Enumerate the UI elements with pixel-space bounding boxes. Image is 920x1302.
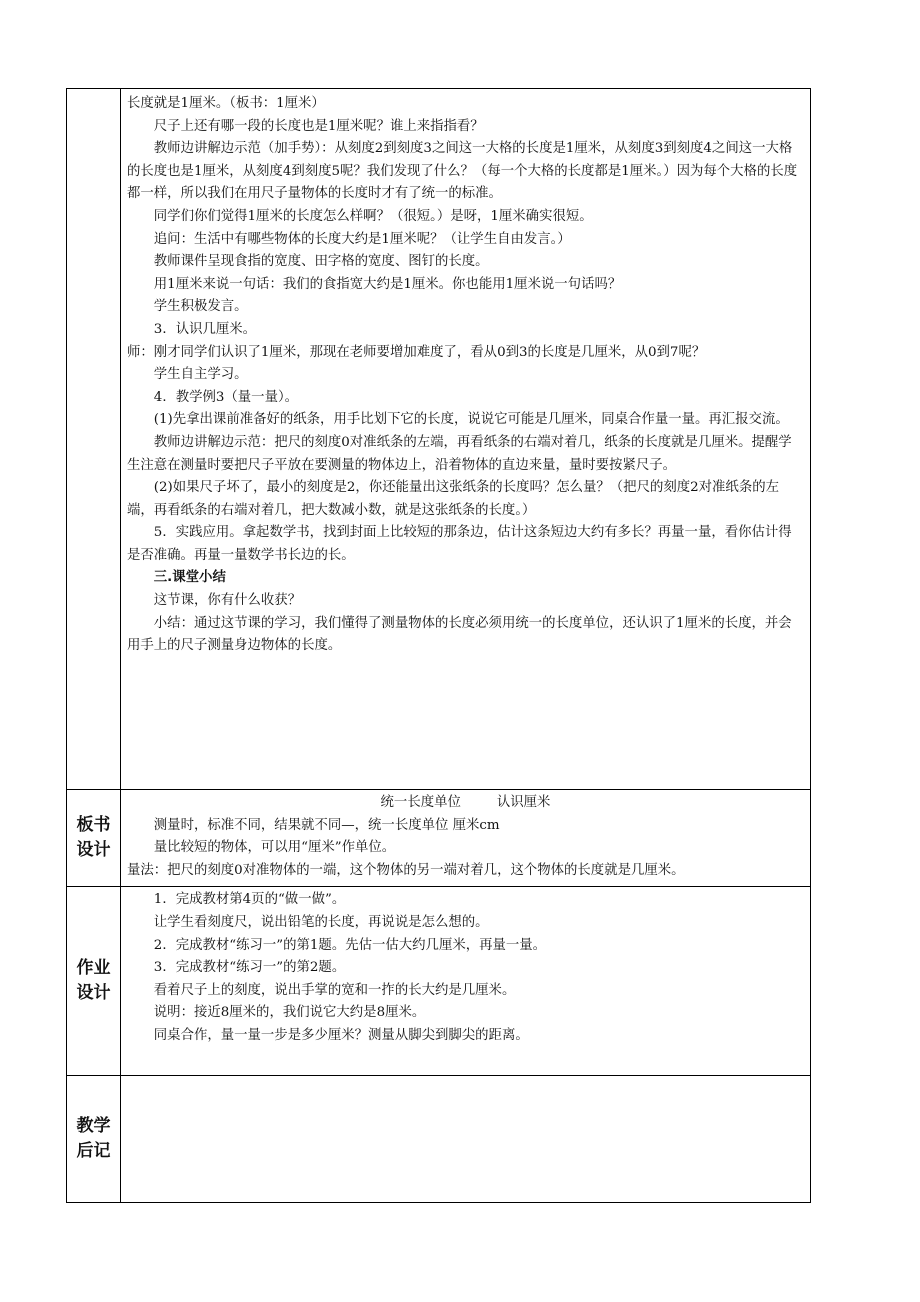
row-teaching-process (67, 89, 811, 790)
process-line: 这节课，你有什么收获？ (153, 593, 302, 609)
process-line: 学生自主学习。 (153, 367, 248, 383)
process-line: (1)先拿出课前准备好的纸条，用手比划下它的长度，说说它可能是几厘米，同桌合作量一量。再汇报交流。 (153, 412, 789, 428)
homework-line: 让学生看刻度尺，说出铅笔的长度，再说说是怎么想的。 (153, 914, 489, 930)
process-line: 学生积极发言。 (153, 299, 248, 315)
process-content-cell (121, 89, 811, 790)
row-teaching-reflection (67, 1076, 811, 1203)
board-content-cell (121, 790, 811, 887)
homework-line: 1．完成教材第4页的“做一做”。 (153, 892, 346, 908)
process-line: 教师课件呈现食指的宽度、田字格的宽度、图钉的长度。 (153, 254, 489, 270)
reflection-label-cell (67, 1076, 121, 1203)
process-line: 师：刚才同学们认识了1厘米，那现在老师要增加难度了，看从0到3的长度是几厘米，从0到7呢？ (127, 344, 706, 360)
board-title (127, 792, 804, 815)
process-line: 教师边讲解边示范（加手势）：从刻度2到刻度3之间这一大格的长度是1厘米，从刻度3到刻度4之间这一大格的长度也是1厘米，从刻度4到刻度5呢？我们发现了什么？（每一个大格的长度都是1厘米。）因为每个大格的长度都一样，所以我们在用尺子量物体的长度时才有了统一的标准。 (127, 141, 798, 202)
board-line: 测量时，标准不同，结果就不同—，统一长度单位 厘米cm (153, 817, 500, 833)
homework-line: 说明：接近8厘米的，我们说它大约是8厘米。 (153, 1005, 426, 1021)
homework-label-cell (67, 887, 121, 1076)
homework-line: 3．完成教材“练习一”的第2题。 (153, 960, 346, 976)
process-line: 用1厘米来说一句话：我们的食指宽大约是1厘米。你也能用1厘米说一句话吗？ (153, 276, 622, 292)
reflection-content-cell (121, 1076, 811, 1203)
process-line: 尺子上还有哪一段的长度也是1厘米呢？谁上来指指看？ (153, 118, 484, 134)
board-line: 量法：把尺的刻度0对准物体的一端，这个物体的另一端对着几，这个物体的长度就是几厘米。 (127, 862, 685, 878)
board-label: 板书 设计 (76, 815, 111, 861)
process-label-cell (67, 89, 121, 790)
homework-line: 同桌合作，量一量一步是多少厘米？测量从脚尖到脚尖的距离。 (153, 1027, 529, 1043)
process-line: 3．认识几厘米。 (153, 321, 257, 337)
homework-content-cell (121, 887, 811, 1076)
process-line: 同学们你们觉得1厘米的长度怎么样啊？（很短。）是呀，1厘米确实很短。 (153, 208, 593, 224)
homework-content (121, 887, 810, 1051)
homework-line: 看着尺子上的刻度，说出手掌的宽和一拃的长大约是几厘米。 (153, 982, 516, 998)
process-line: 长度就是1厘米。（板书：1厘米） (127, 96, 325, 111)
row-homework-design (67, 887, 811, 1076)
row-board-design (67, 790, 811, 887)
homework-line: 2．完成教材“练习一”的第1题。先估一估大约几厘米，再量一量。 (153, 937, 547, 953)
board-content (121, 790, 810, 886)
board-title-left: 统一长度单位 (380, 795, 461, 810)
process-line: 教师边讲解边示范：把尺的刻度0对准纸条的左端，再看纸条的右端对着几，纸条的长度就是几厘米。提醒学生注意在测量时要把尺子平放在要测量的物体边上，沿着物体的直边来量，量时要按紧尺子。 (127, 434, 792, 473)
process-line: 4．教学例3（量一量）。 (153, 389, 299, 405)
board-title-right: 认识厘米 (496, 795, 551, 810)
homework-label: 作业 设计 (76, 958, 111, 1004)
board-label-cell (67, 790, 121, 887)
process-content (121, 89, 810, 662)
process-line: 追问：生活中有哪些物体的长度大约是1厘米呢？（让学生自由发言。） (153, 231, 571, 247)
process-line: 小结：通过这节课的学习，我们懂得了测量物体的长度必须用统一的长度单位，还认识了1厘米的长度，并会用手上的尺子测量身边物体的长度。 (127, 615, 792, 654)
reflection-label: 教学 后记 (76, 1116, 111, 1162)
process-line: (2)如果尺子坏了，最小的刻度是2，你还能量出这张纸条的长度吗？怎么量？（把尺的刻度2对准纸条的左端，再看纸条的右端对着几，把大数减小数，就是这张纸条的长度。） (127, 480, 779, 518)
lesson-plan-table (66, 88, 811, 1203)
section-heading-summary: 三.课堂小结 (153, 570, 226, 586)
board-line: 量比较短的物体，可以用“厘米”作单位。 (153, 840, 396, 856)
process-line: 5．实践应用。拿起数学书，找到封面上比较短的那条边，估计这条短边大约有多长？再量一量，看你估计得是否准确。再量一量数学书长边的长。 (127, 525, 792, 563)
